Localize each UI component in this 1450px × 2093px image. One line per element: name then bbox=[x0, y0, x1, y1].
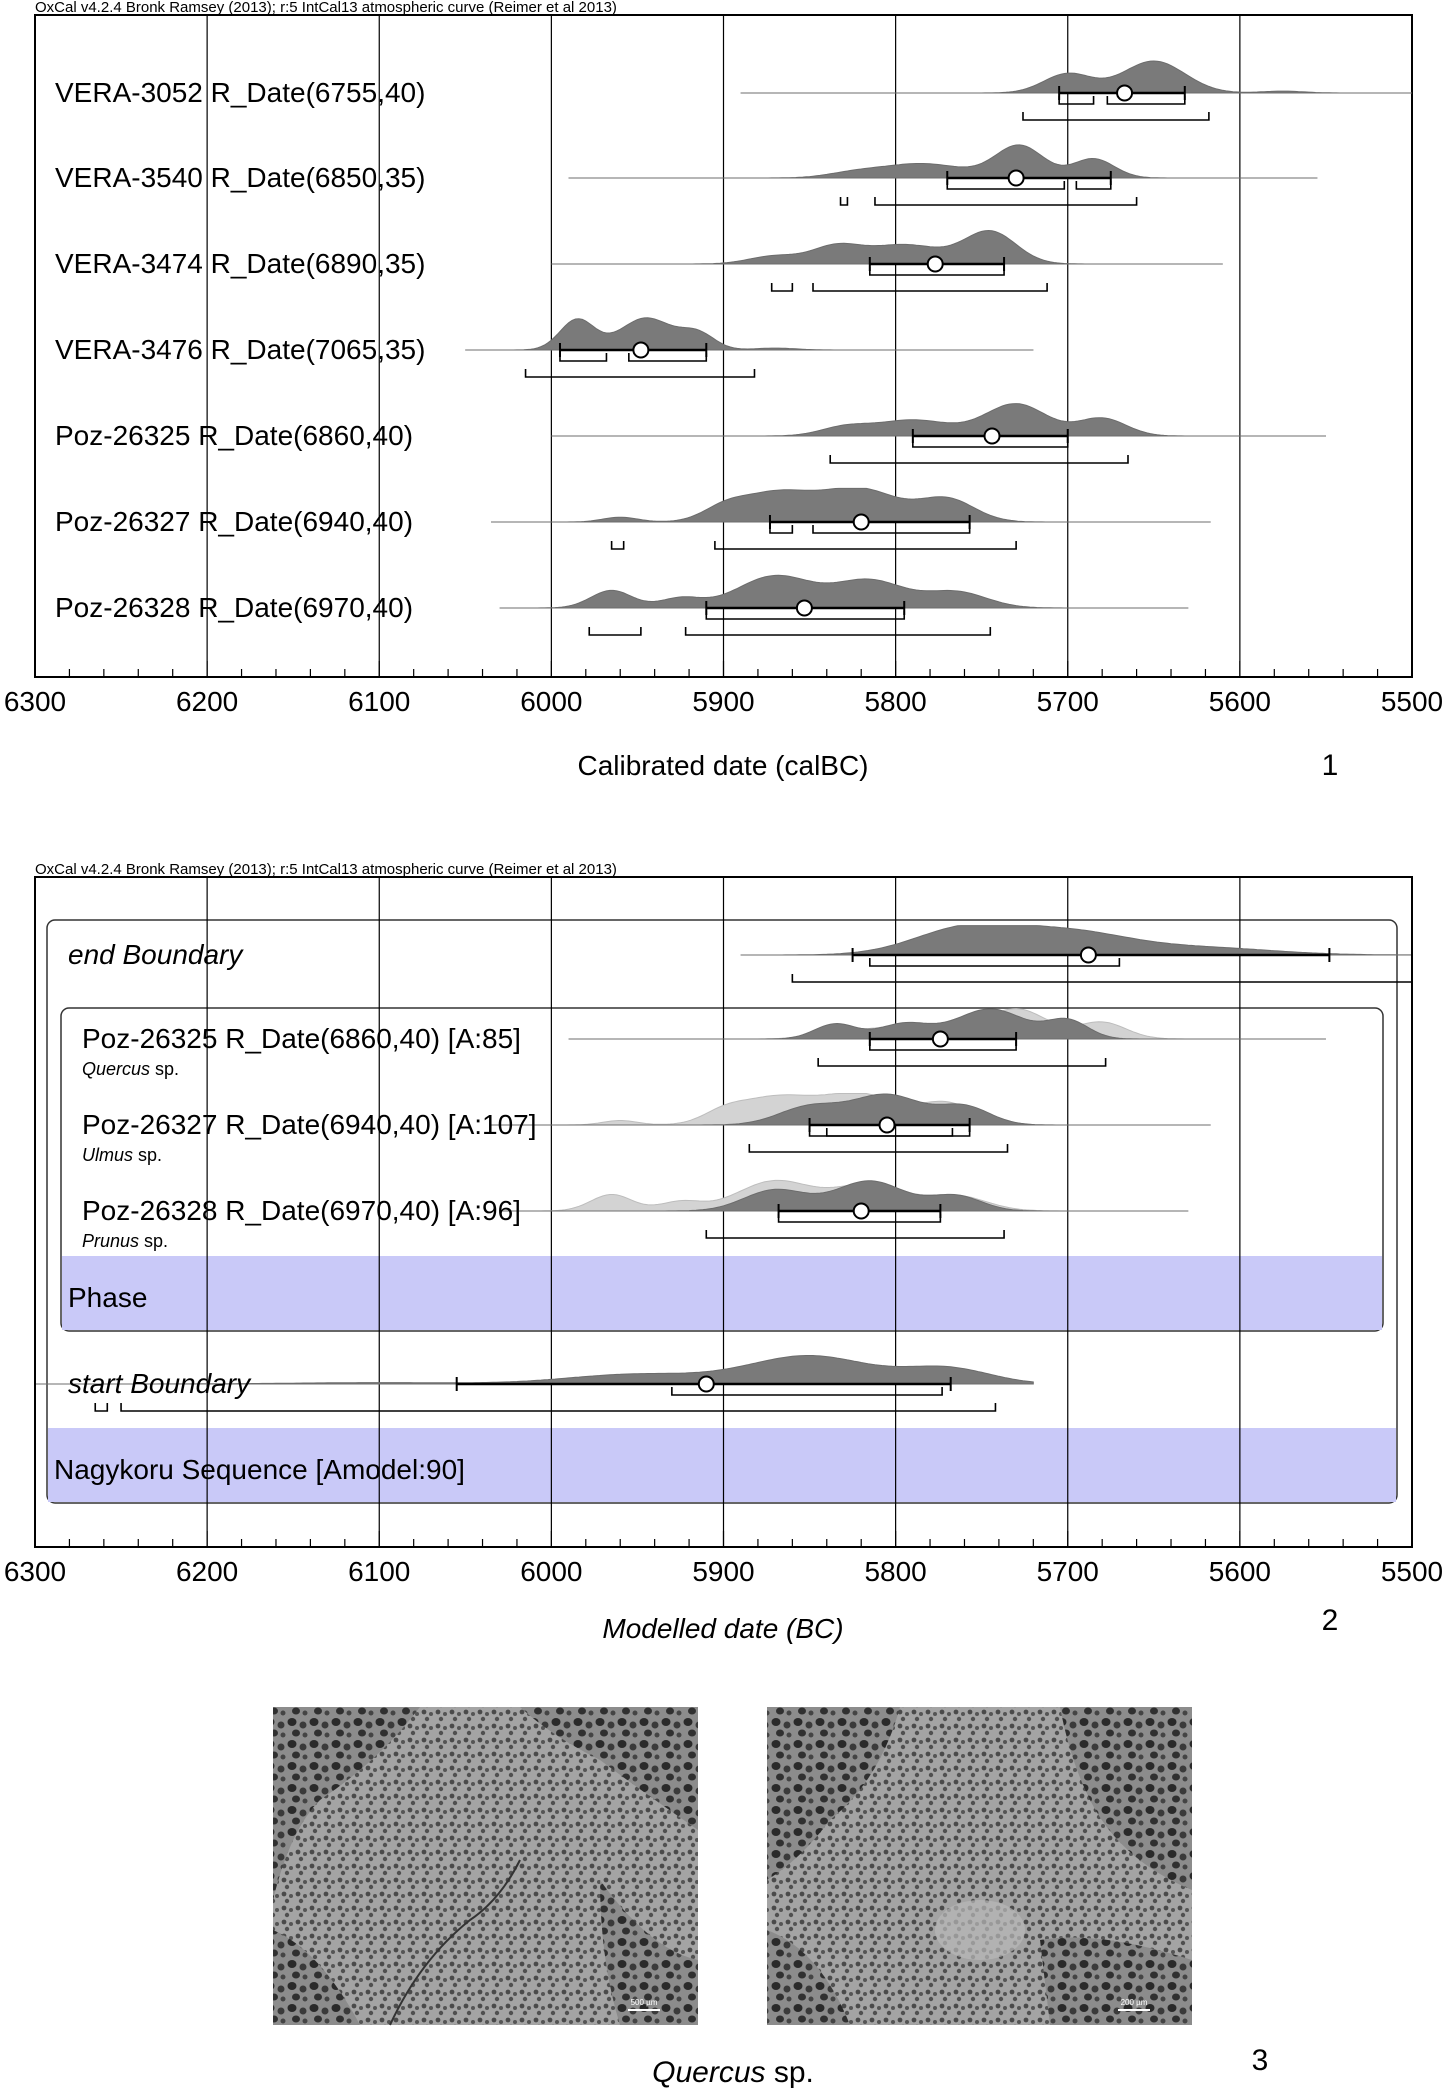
sigma1-range bbox=[1059, 96, 1093, 104]
panel-number: 3 bbox=[1251, 2044, 1269, 2077]
mean-marker bbox=[1009, 171, 1024, 186]
date-row bbox=[55, 61, 1412, 120]
series-label: VERA-3474 R_Date(6890,35) bbox=[55, 248, 426, 279]
micrograph-left bbox=[273, 1707, 698, 2025]
oxcal-header: OxCal v4.2.4 Bronk Ramsey (2013); r:5 IntCal13 atmospheric curve (Reimer et al 2013) bbox=[35, 861, 617, 878]
x-tick-label: 5600 bbox=[1208, 1556, 1272, 1587]
series-label: VERA-3052 R_Date(6755,40) bbox=[55, 77, 426, 108]
x-tick-label: 5500 bbox=[1380, 1556, 1444, 1587]
sigma1-range bbox=[1076, 181, 1110, 189]
mean-marker bbox=[797, 601, 812, 616]
series-label: Poz-26328 R_Date(6970,40) bbox=[55, 592, 414, 623]
probability-distribution bbox=[551, 404, 1326, 436]
sigma2-range bbox=[1023, 112, 1209, 120]
probability-distribution bbox=[465, 318, 1033, 350]
x-tick-label: 5700 bbox=[1036, 686, 1099, 717]
sigma2-range bbox=[875, 197, 1137, 205]
sigma1-range bbox=[770, 525, 792, 533]
caption-suffix: sp. bbox=[765, 2056, 814, 2089]
sigma1-range bbox=[560, 353, 606, 361]
mean-marker bbox=[880, 1118, 895, 1133]
micrograph-right bbox=[767, 1707, 1192, 2025]
date-row bbox=[55, 231, 1223, 292]
x-tick-label: 6000 bbox=[520, 1556, 583, 1587]
x-tick-label: 6000 bbox=[520, 686, 583, 717]
mean-marker bbox=[928, 257, 943, 272]
phase-band bbox=[62, 1256, 1382, 1330]
micrograph-caption bbox=[652, 2056, 814, 2089]
chart-panel-1 bbox=[4, 0, 1443, 782]
sigma2-range bbox=[526, 369, 755, 377]
mean-marker bbox=[854, 1204, 869, 1219]
sigma2-range bbox=[813, 283, 1047, 291]
sigma2-range bbox=[841, 197, 848, 205]
taxon-label: Ulmus sp. bbox=[82, 1145, 163, 1165]
x-tick-label: 5500 bbox=[1380, 686, 1444, 717]
mean-marker bbox=[985, 429, 1000, 444]
date-rows bbox=[55, 61, 1412, 635]
mean-marker bbox=[1081, 948, 1096, 963]
date-row bbox=[55, 318, 1033, 377]
x-tick-label: 5900 bbox=[692, 1556, 755, 1587]
probability-distribution bbox=[551, 231, 1222, 265]
series-label: Poz-26327 R_Date(6940,40) bbox=[55, 506, 414, 537]
sigma1-range bbox=[947, 181, 1064, 189]
panel-number: 1 bbox=[1321, 749, 1339, 782]
x-tick-label: 6100 bbox=[348, 686, 411, 717]
caption-genus: Quercus bbox=[652, 2056, 766, 2089]
mean-marker bbox=[1117, 86, 1132, 101]
date-row bbox=[55, 488, 1211, 549]
x-tick-label: 5900 bbox=[692, 686, 755, 717]
x-tick-label: 6100 bbox=[348, 1556, 411, 1587]
series-label: start Boundary bbox=[68, 1368, 251, 1399]
probability-distribution bbox=[569, 145, 1318, 178]
x-tick-label: 5800 bbox=[864, 686, 927, 717]
x-tick-label: 6300 bbox=[3, 1556, 67, 1587]
x-tick-label: 5700 bbox=[1036, 1556, 1099, 1587]
series-label: VERA-3540 R_Date(6850,35) bbox=[55, 162, 426, 193]
probability-distribution bbox=[491, 488, 1211, 522]
date-row bbox=[55, 575, 1188, 635]
sigma2-range bbox=[686, 627, 991, 635]
sigma2-range bbox=[612, 541, 624, 549]
series-label: Poz-26327 R_Date(6940,40) [A:107] bbox=[82, 1109, 537, 1140]
chart-panel-2 bbox=[4, 861, 1443, 1644]
date-row bbox=[55, 404, 1326, 463]
sigma1-range bbox=[813, 525, 970, 533]
taxon-label: Quercus sp. bbox=[82, 1059, 180, 1079]
sigma2-range bbox=[830, 455, 1128, 463]
series-label: Poz-26328 R_Date(6970,40) [A:96] bbox=[82, 1195, 521, 1226]
x-axis-label: Modelled date (BC) bbox=[602, 1613, 844, 1644]
mean-marker bbox=[933, 1032, 948, 1047]
x-tick-label: 5600 bbox=[1208, 686, 1272, 717]
sequence-label: Nagykoru Sequence [Amodel:90] bbox=[54, 1454, 465, 1485]
taxon-label: Prunus sp. bbox=[82, 1231, 169, 1251]
x-tick-label: 6300 bbox=[3, 686, 67, 717]
scale-bar-label: 500 µm bbox=[630, 1998, 658, 2007]
probability-distribution bbox=[500, 575, 1188, 608]
micrograph-panel bbox=[273, 1707, 1268, 2089]
scale-bar-label: 200 µm bbox=[1120, 1998, 1148, 2007]
phase-label: Phase bbox=[68, 1282, 148, 1313]
panel-number: 2 bbox=[1321, 1604, 1339, 1637]
x-tick-label: 5800 bbox=[864, 1556, 927, 1587]
mean-marker bbox=[699, 1377, 714, 1392]
mean-marker bbox=[854, 515, 869, 530]
oxcal-header: OxCal v4.2.4 Bronk Ramsey (2013); r:5 IntCal13 atmospheric curve (Reimer et al 2013) bbox=[35, 0, 617, 16]
sigma2-range bbox=[589, 627, 641, 635]
x-tick-label: 6200 bbox=[175, 1556, 239, 1587]
series-label: Poz-26325 R_Date(6860,40) [A:85] bbox=[82, 1023, 521, 1054]
sigma2-range bbox=[772, 283, 793, 291]
mean-marker bbox=[633, 343, 648, 358]
series-label: Poz-26325 R_Date(6860,40) bbox=[55, 420, 414, 451]
date-row bbox=[55, 145, 1317, 205]
series-label: end Boundary bbox=[68, 939, 243, 970]
probability-distribution bbox=[741, 61, 1412, 93]
x-axis bbox=[4, 1531, 1443, 1587]
x-tick-label: 6200 bbox=[175, 686, 239, 717]
series-label: VERA-3476 R_Date(7065,35) bbox=[55, 334, 426, 365]
sigma2-range bbox=[715, 541, 1016, 549]
x-axis bbox=[4, 661, 1443, 717]
x-axis-label: Calibrated date (calBC) bbox=[577, 750, 869, 781]
